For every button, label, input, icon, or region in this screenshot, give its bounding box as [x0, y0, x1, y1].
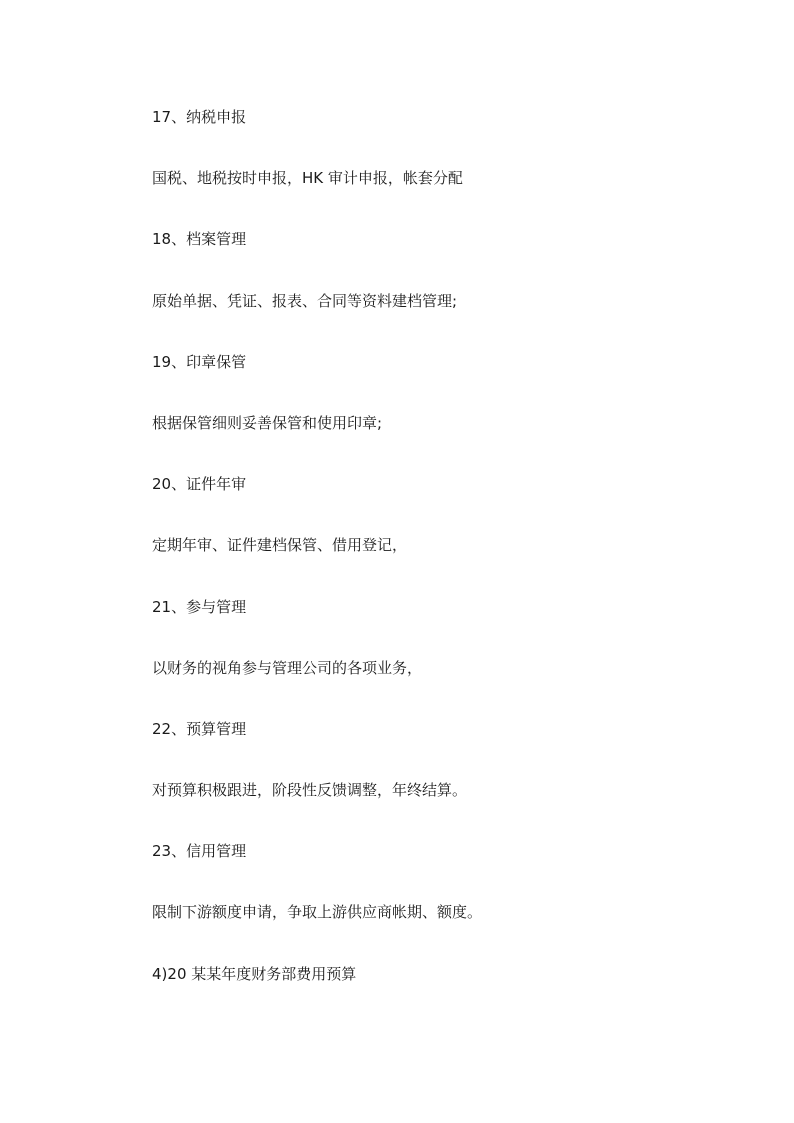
section-heading-budget: 4)20 某某年度财务部费用预算: [152, 964, 357, 983]
document-body: [152, 104, 712, 1022]
paragraph-participate-management: 以财务的视角参与管理公司的各项业务，: [152, 658, 423, 677]
section-heading-20: 20、证件年审: [152, 475, 247, 494]
section-heading-21: 21、参与管理: [152, 597, 247, 616]
paragraph-certificate-review: 定期年审、证件建档保管、借用登记，: [152, 536, 408, 555]
paragraph-credit-management: 限制下游额度申请，争取上游供应商帐期、额度。: [152, 903, 483, 922]
section-heading-23: 23、信用管理: [152, 842, 247, 861]
paragraph-archive-management: 原始单据、凭证、报表、合同等资料建档管理;: [152, 291, 458, 310]
section-heading-17: 17、纳税申报: [152, 108, 247, 126]
section-heading-22: 22、预算管理: [152, 719, 247, 738]
section-heading-18: 18、档案管理: [152, 230, 247, 249]
paragraph-budget-management: 对预算积极跟进，阶段性反馈调整，年终结算。: [152, 781, 468, 800]
paragraph-seal-custody: 根据保管细则妥善保管和使用印章;: [152, 413, 383, 432]
section-heading-19: 19、印章保管: [152, 352, 247, 371]
paragraph-tax-filing: 国税、地税按时申报，HK 审计申报，帐套分配: [152, 169, 463, 188]
